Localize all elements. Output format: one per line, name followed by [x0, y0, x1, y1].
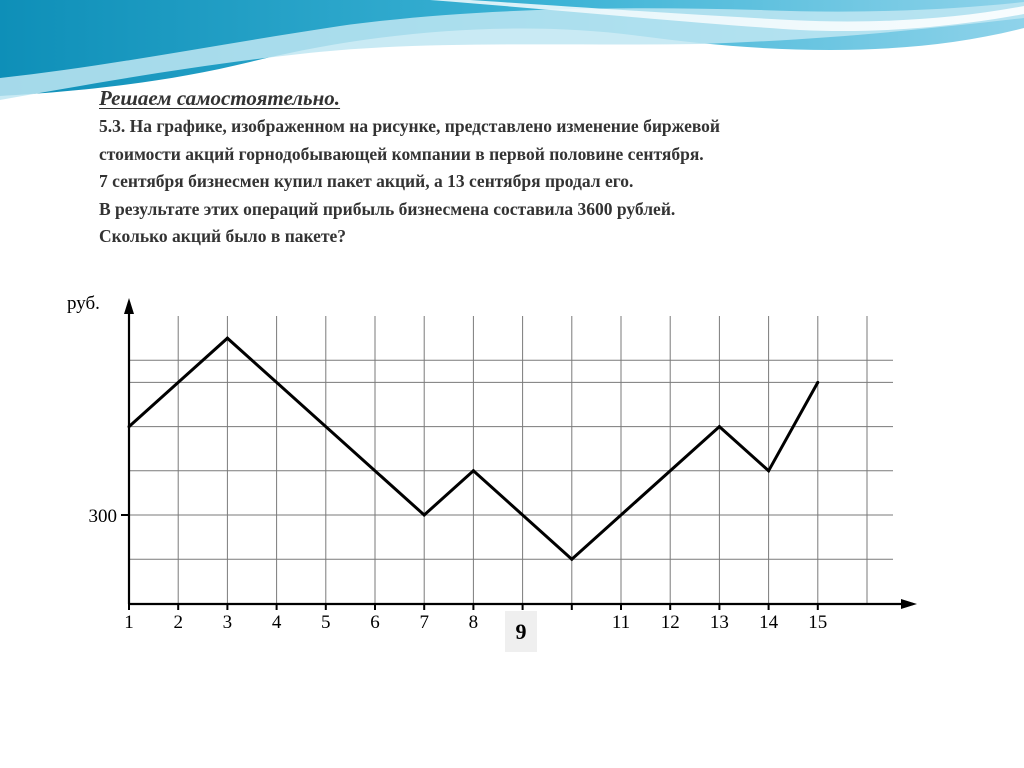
task-line: 5.3. На графике, изображенном на рисунке, представлено изменение биржевой — [99, 116, 721, 136]
answer-box: 9 — [505, 611, 537, 652]
task-line: В результате этих операций прибыль бизнесмена составила 3600 рублей. — [99, 198, 676, 219]
data-point — [128, 425, 131, 428]
y-axis-arrow — [124, 298, 134, 314]
chart-grid — [129, 316, 893, 604]
task-line: 7 сентября бизнесмен купил пакет акций, а 13 сентября продал его. — [99, 171, 634, 191]
x-tick-label: 8 — [468, 612, 479, 633]
x-tick-label: 6 — [370, 612, 380, 633]
task-line: стоимости акций горнодобывающей компании в первой половине сентября. — [99, 143, 704, 164]
data-point — [570, 558, 573, 561]
x-tick-label: 2 — [173, 612, 183, 633]
data-point — [226, 337, 229, 340]
data-point — [718, 425, 721, 428]
chart-labels — [67, 293, 827, 633]
x-tick-label: 3 — [222, 612, 233, 633]
x-tick-label: 4 — [271, 612, 282, 633]
task-title: Решаем самостоятельно. — [99, 86, 341, 110]
task-line: Сколько акций было в пакете? — [99, 226, 347, 246]
y-axis-label: руб. — [67, 293, 100, 314]
x-tick-label: 7 — [419, 612, 429, 633]
chart-axes — [121, 298, 917, 610]
data-point — [423, 514, 426, 517]
x-tick-label: 1 — [124, 612, 134, 633]
x-tick-label: 5 — [321, 612, 331, 633]
x-axis-arrow — [901, 599, 917, 609]
x-tick-label: 12 — [660, 612, 680, 633]
x-tick-label: 11 — [611, 612, 631, 633]
data-point — [472, 469, 475, 472]
data-point — [816, 381, 819, 384]
y-tick-label: 300 — [88, 506, 117, 527]
x-tick-label: 14 — [759, 612, 779, 633]
x-tick-label: 15 — [808, 612, 828, 633]
x-tick-label: 13 — [709, 612, 729, 633]
data-point — [767, 469, 770, 472]
